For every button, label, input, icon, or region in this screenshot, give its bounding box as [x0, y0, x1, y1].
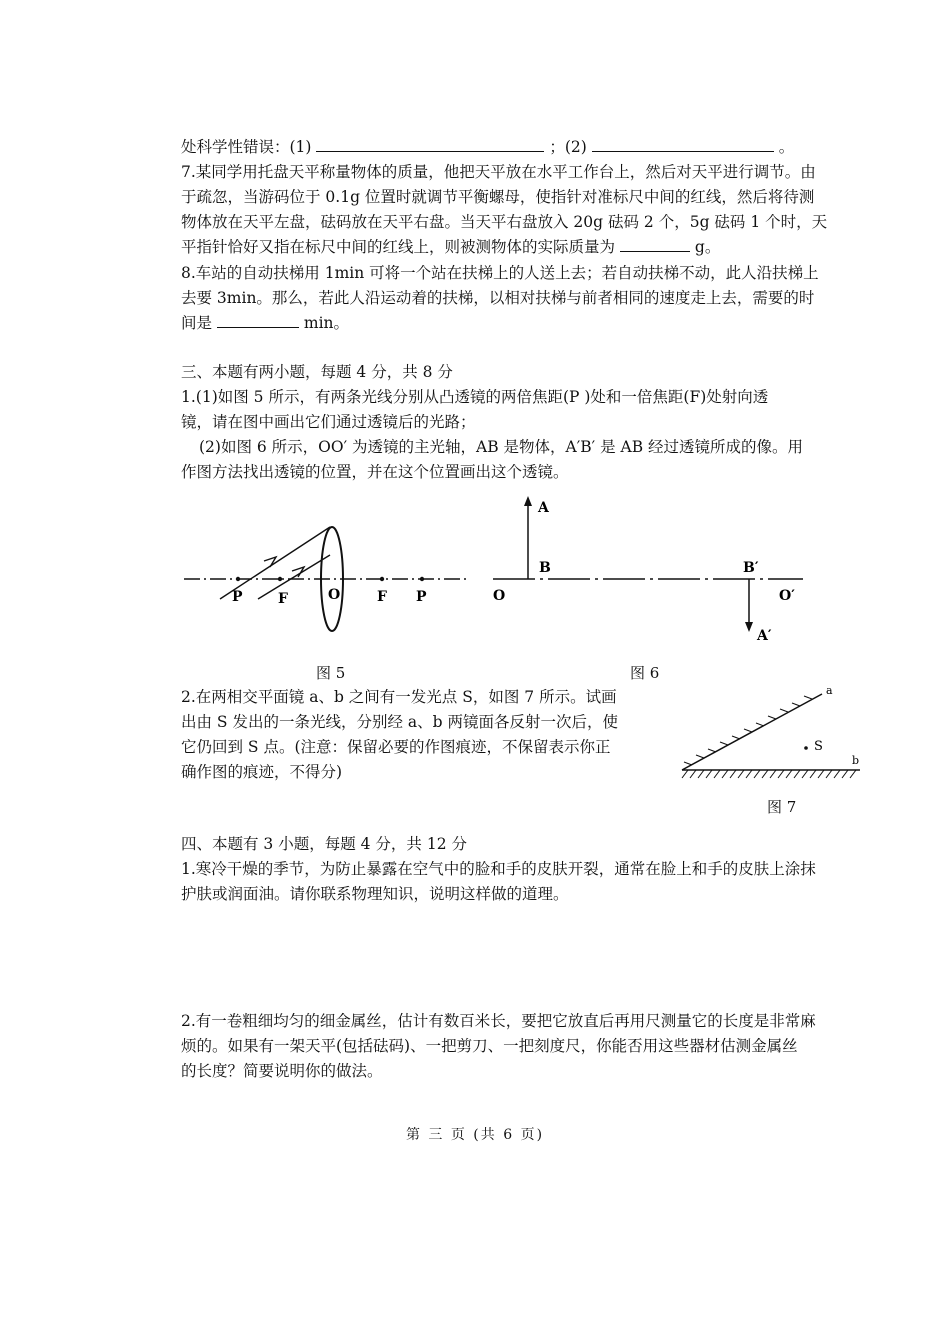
fig6-label-a-prime: A′ [757, 628, 772, 644]
q7-line-3: 物体放在天平左盘，砝码放在天平右盘。当天平右盘放入 20g 砝码 2 个，5g 砝码 1 个时，天 [181, 213, 828, 231]
fig6-arrow-a [524, 496, 532, 506]
s4-q2-line-3: 的长度？简要说明你的做法。 [181, 1062, 383, 1080]
fig7-caption: 图 7 [767, 798, 797, 816]
q8-line-1: 8.车站的自动扶梯用 1min 可将一个站在扶梯上的人送上去；若自动扶梯不动，此人沿扶梯上 [181, 264, 819, 282]
fig5-point-f-right [380, 577, 384, 581]
fig6-label-a: A [538, 500, 549, 516]
fig7-label-s: S [814, 739, 823, 754]
answer-blank-1[interactable] [316, 137, 544, 152]
s3-q2-line-2: 出由 S 发出的一条光线，分别经 a、b 两镜面各反射一次后，使 [181, 713, 618, 731]
fig7-hatch-b [682, 770, 856, 778]
fig5-label-f-right: F [377, 589, 387, 605]
q8-line-3-text: 间是 [181, 314, 213, 332]
q7-line-4-text: 平指针恰好又指在标尺中间的红线上，则被测物体的实际质量为 [181, 238, 616, 256]
figure-7 [672, 682, 872, 782]
s3-q1-line-3: (2)如图 6 所示，OO′ 为透镜的主光轴，AB 是物体，A′B′ 是 AB 经过透镜所成的像。用 [199, 438, 804, 456]
s3-q1-line-1: 1.(1)如图 5 所示，有两条光线分别从凸透镜的两倍焦距(P )处和一倍焦距(F)处射向透 [181, 388, 769, 406]
fig7-label-b: b [852, 754, 860, 767]
answer-blank-mass[interactable] [620, 237, 690, 252]
q7-line-2: 于疏忽，当游码位于 0.1g 位置时就调节平衡螺母，使指针对准标尺中间的红线，然后将待测 [181, 188, 815, 206]
fig5-point-p-right [420, 577, 424, 581]
fig6-arrow-a-prime [745, 622, 753, 632]
section3-heading: 三、本题有两小题，每题 4 分，共 8 分 [181, 363, 453, 381]
q7-line-1: 7.某同学用托盘天平称量物体的质量，他把天平放在水平工作台上，然后对天平进行调节。由 [181, 163, 816, 181]
q7-line-4 [181, 236, 720, 258]
q6-end: 。 [778, 138, 795, 156]
q7-unit: g。 [694, 238, 721, 256]
section4-heading: 四、本题有 3 小题，每题 4 分，共 12 分 [181, 835, 468, 853]
fig5-label-o: O [328, 587, 341, 603]
s3-q2-line-4: 确作图的痕迹，不得分) [181, 763, 343, 781]
fig7-point-s [804, 746, 808, 750]
q8-line-3 [181, 312, 349, 334]
s3-q2-line-3: 它仍回到 S 点。(注意：保留必要的作图痕迹，不保留表示你正 [181, 738, 611, 756]
s4-q2-line-2: 烦的。如果有一架天平(包括砝码)、一把剪刀、一把刻度尺，你能否用这些器材估测金属丝 [181, 1037, 798, 1055]
fig6-caption: 图 6 [630, 664, 660, 682]
s3-q1-line-2: 镜，请在图中画出它们通过透镜后的光路； [181, 413, 476, 431]
q6-mid: ；(2) [549, 138, 587, 156]
fig5-label-f-left: F [278, 591, 288, 607]
q8-line-2: 去要 3min。那么，若此人沿运动着的扶梯，以相对扶梯与前者相同的速度走上去，需要的时 [181, 289, 815, 307]
fig7-hatch-a [684, 696, 812, 765]
answer-blank-time[interactable] [217, 313, 299, 328]
answer-blank-2[interactable] [592, 137, 774, 152]
s3-q1-line-4: 作图方法找出透镜的位置，并在这个位置画出这个透镜。 [181, 463, 569, 481]
s4-q1-line-2: 护肤或润面油。请你联系物理知识，说明这样做的道理。 [181, 885, 569, 903]
s4-q2-line-1: 2.有一卷粗细均匀的细金属丝，估计有数百米长，要把它放直后再用尺测量它的长度是非常麻 [181, 1012, 816, 1030]
q6-prefix: 处科学性错误：(1) [181, 138, 312, 156]
q8-unit: min。 [303, 314, 350, 332]
figure-6 [485, 490, 815, 650]
figure-5 [180, 515, 480, 635]
fig5-label-p-right: P [416, 589, 427, 605]
s3-q2-line-1: 2.在两相交平面镜 a、b 之间有一发光点 S，如图 7 所示。试画 [181, 688, 617, 706]
fig5-label-p-left: P [232, 589, 243, 605]
page-footer: 第 三 页 (共 6 页) [405, 1127, 545, 1143]
fig6-label-o: O [493, 588, 506, 604]
s4-q1-line-1: 1.寒冷干燥的季节，为防止暴露在空气中的脸和手的皮肤开裂，通常在脸上和手的皮肤上涂抹 [181, 860, 816, 878]
fig5-point-f-left [278, 577, 282, 581]
fig5-point-p-left [236, 577, 240, 581]
fig6-label-b: B [539, 560, 551, 576]
fig6-label-b-prime: B′ [743, 560, 759, 576]
fig5-caption: 图 5 [316, 664, 346, 682]
fig6-label-o-prime: O′ [779, 588, 795, 604]
fig5-ray-from-f [258, 555, 330, 599]
fig7-label-a: a [826, 684, 833, 697]
q6-answer-line [181, 136, 794, 158]
